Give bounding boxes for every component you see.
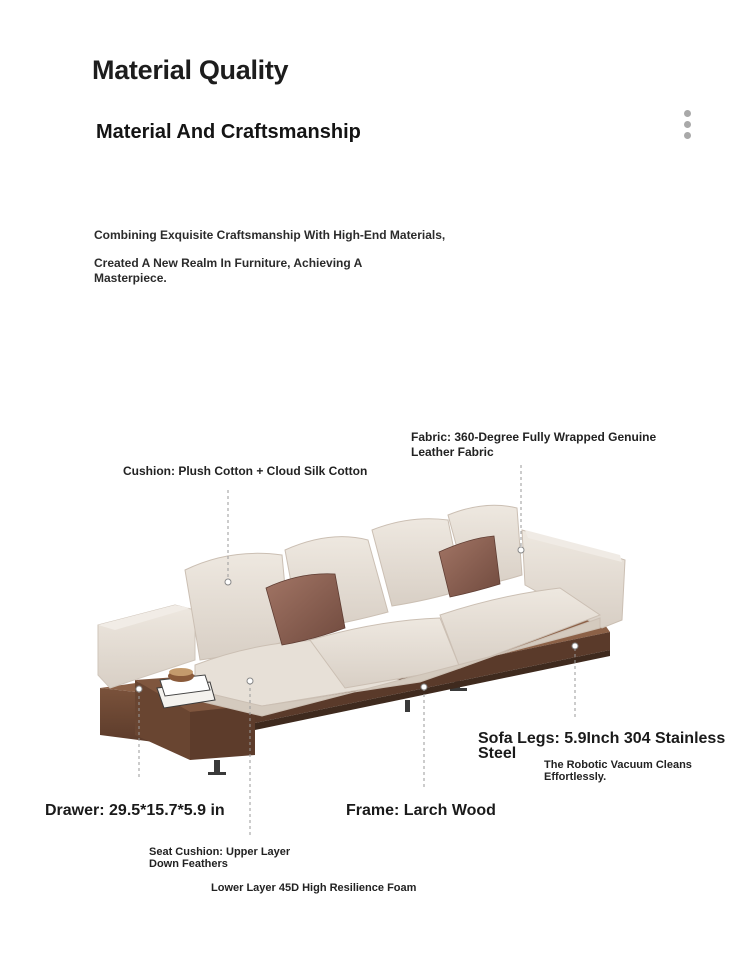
callout-fabric-line-1: Fabric: 360-Degree Fully Wrapped Genuine <box>411 430 657 444</box>
callout-vacuum-line-1: The Robotic Vacuum Cleans <box>544 759 692 771</box>
page-title: Material Quality <box>92 55 289 85</box>
callout-frame: Frame: Larch Wood <box>346 802 496 819</box>
callout-seat-line-2: Down Feathers <box>149 858 228 870</box>
intro-line-2: Created A New Realm In Furniture, Achieving A <box>94 256 363 270</box>
callout-seat-line-1: Seat Cushion: Upper Layer <box>149 846 291 858</box>
callout-drawer: Drawer: 29.5*15.7*5.9 in <box>45 802 225 819</box>
callout-vacuum <box>544 759 692 783</box>
section-subtitle: Material And Craftsmanship <box>96 121 361 143</box>
intro-line-3: Masterpiece. <box>94 271 167 285</box>
callout-sofa-legs: Sofa Legs: 5.9Inch 304 Stainless Steel <box>478 730 726 762</box>
callout-vacuum-line-2: Effortlessly. <box>544 771 607 783</box>
callout-cushion: Cushion: Plush Cotton + Cloud Silk Cotton <box>123 464 368 478</box>
callout-fabric <box>411 430 656 460</box>
callout-seat-cushion <box>149 846 290 870</box>
intro-line-1: Combining Exquisite Craftsmanship With High-End Materials, <box>94 228 446 242</box>
callout-seat-foam: Lower Layer 45D High Resilience Foam <box>211 882 417 894</box>
callout-fabric-line-2: Leather Fabric <box>411 445 494 459</box>
